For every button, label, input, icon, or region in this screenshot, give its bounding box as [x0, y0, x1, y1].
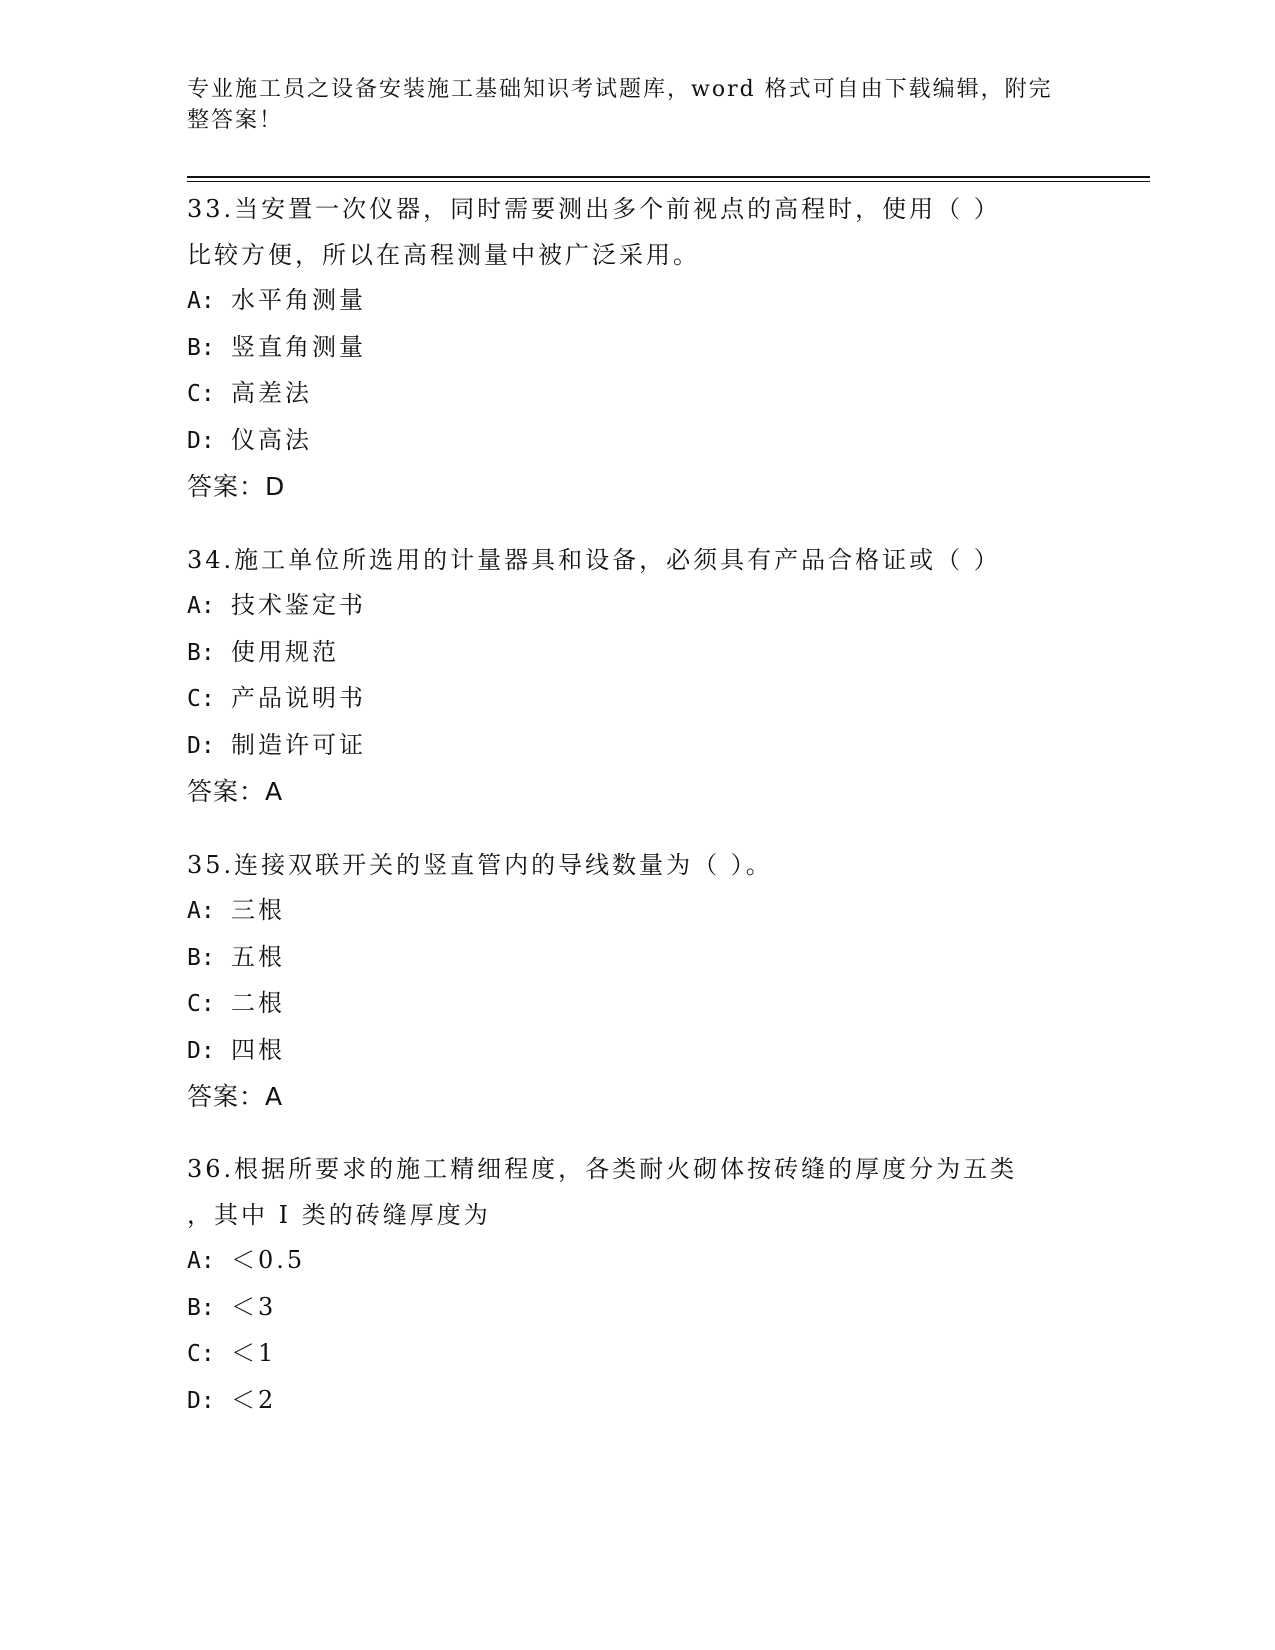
question-stem-line: ，其中 I 类的砖缝厚度为 — [187, 1201, 491, 1229]
option-text: 五根 — [231, 942, 285, 971]
header-line-1: 专业施工员之设备安装施工基础知识考试题库，word 格式可自由下载编辑，附完 — [187, 77, 1053, 102]
question-34 — [187, 537, 1087, 815]
option-a — [187, 1238, 1087, 1285]
option-letter: C: — [187, 1341, 215, 1367]
answer-line: 答案：D — [187, 472, 286, 501]
question-36 — [187, 1146, 1087, 1424]
option-d — [187, 1378, 1087, 1425]
header-line-2: 整答案！ — [187, 108, 284, 133]
option-text: ＜3 — [231, 1292, 277, 1321]
option-text: 制造许可证 — [231, 730, 366, 759]
option-text: ＜2 — [231, 1385, 277, 1414]
option-c — [187, 1331, 1087, 1378]
option-a — [187, 583, 1087, 630]
option-letter: A: — [187, 1248, 215, 1274]
question-stem-line: 35.连接双联开关的竖直管内的导线数量为（ ）。 — [187, 851, 773, 879]
option-text: 使用规范 — [231, 637, 339, 666]
option-d — [187, 723, 1087, 770]
question-35 — [187, 842, 1087, 1120]
option-text: 技术鉴定书 — [231, 591, 366, 619]
option-d — [187, 1028, 1087, 1075]
option-letter: B: — [187, 639, 215, 666]
question-stem-line: 比较方便，所以在高程测量中被广泛采用。 — [187, 241, 700, 269]
option-text: ＜1 — [231, 1339, 277, 1367]
header-divider-thick — [187, 176, 1150, 178]
option-c — [187, 981, 1087, 1028]
option-text: 仪高法 — [231, 425, 312, 454]
option-text: 竖直角测量 — [231, 332, 366, 361]
option-letter: D: — [187, 1037, 215, 1064]
option-letter: D: — [187, 732, 215, 759]
option-letter: A: — [187, 288, 215, 314]
option-text: 水平角测量 — [231, 286, 366, 314]
option-text: 高差法 — [231, 379, 312, 407]
option-letter: C: — [187, 991, 215, 1017]
option-b — [187, 630, 1087, 677]
option-text: 三根 — [231, 896, 285, 924]
option-letter: B: — [187, 334, 215, 361]
header-divider-thin — [187, 181, 1150, 182]
question-stem-line: 33.当安置一次仪器，同时需要测出多个前视点的高程时，使用（ ） — [187, 195, 1001, 223]
option-letter: B: — [187, 944, 215, 971]
question-33 — [187, 186, 1087, 510]
answer-line: 答案：A — [187, 1082, 284, 1111]
option-letter: C: — [187, 686, 215, 712]
option-letter: D: — [187, 1387, 215, 1414]
option-text: 产品说明书 — [231, 684, 366, 712]
question-stem-line: 36.根据所要求的施工精细程度，各类耐火砌体按砖缝的厚度分为五类 — [187, 1155, 1018, 1183]
option-a — [187, 888, 1087, 935]
option-text: 二根 — [231, 989, 285, 1017]
option-text: 四根 — [231, 1035, 285, 1064]
option-b — [187, 935, 1087, 982]
option-b — [187, 325, 1087, 372]
option-text: ＜0.5 — [231, 1246, 306, 1274]
document-header — [187, 74, 1067, 136]
option-letter: B: — [187, 1294, 215, 1321]
option-a — [187, 278, 1087, 325]
option-letter: A: — [187, 593, 215, 619]
option-c — [187, 371, 1087, 418]
answer-line: 答案：A — [187, 777, 284, 806]
option-letter: C: — [187, 381, 215, 407]
option-b — [187, 1285, 1087, 1332]
option-d — [187, 418, 1087, 465]
option-letter: D: — [187, 427, 215, 454]
question-stem-line: 34.施工单位所选用的计量器具和设备，必须具有产品合格证或（ ） — [187, 546, 1001, 574]
option-c — [187, 676, 1087, 723]
option-letter: A: — [187, 898, 215, 924]
